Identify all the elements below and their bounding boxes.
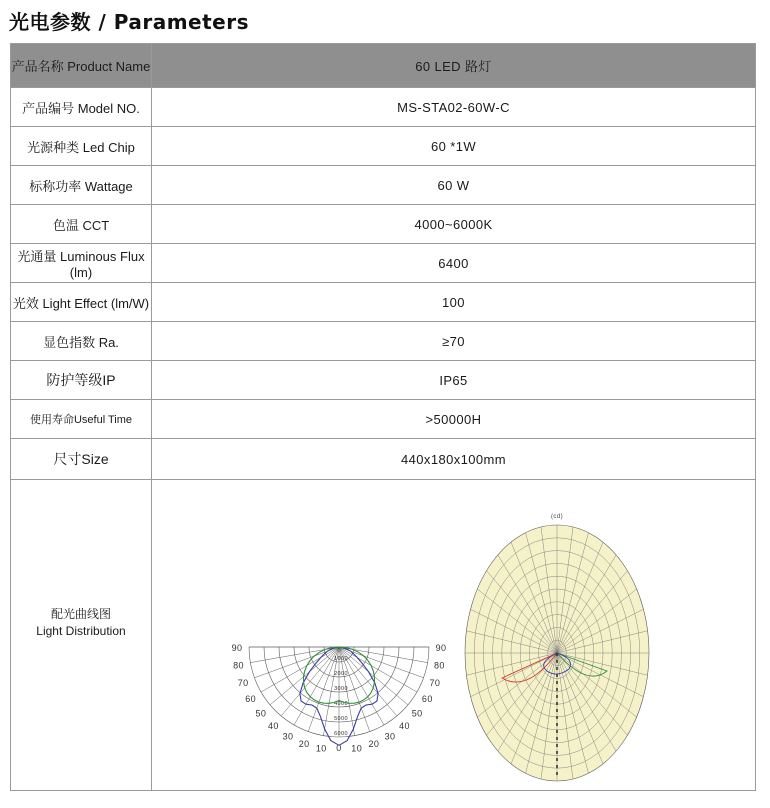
cri-label: 显色指数 Ra. (11, 322, 152, 361)
polar-half-angle-label: 80 (434, 660, 445, 671)
table-row (11, 400, 756, 439)
table-row (11, 361, 756, 400)
ip-rating-value: IP65 (152, 361, 756, 400)
polar-half-radial-label: 6000 (334, 731, 348, 737)
light-effect-label: 光效 Light Effect (lm/W) (11, 283, 152, 322)
polar-half-angle-label: 30 (282, 731, 294, 742)
polar-half-angle-label: 20 (368, 738, 380, 749)
wattage-value: 60 W (152, 166, 756, 205)
table-row (11, 205, 756, 244)
polar-half-radial-label: 1000 (334, 656, 348, 662)
polar-half-angle-label: 50 (255, 708, 267, 719)
polar-round-diagram (457, 508, 667, 783)
polar-half-angle-label: 20 (298, 738, 310, 749)
distribution-label-en: Light Distribution (36, 624, 126, 638)
cct-value: 4000~6000K (152, 205, 756, 244)
polar-half-angle-label: 40 (399, 721, 410, 732)
distribution-diagrams (152, 480, 757, 790)
polar-half-angle-label: 70 (237, 677, 249, 688)
polar-half-angle-label: 70 (429, 677, 441, 688)
table-row (11, 166, 756, 205)
table-row (11, 283, 756, 322)
polar-half-radial-label: 4000 (334, 701, 348, 707)
polar-half-radial-label: 3000 (334, 686, 348, 692)
luminous-flux-value: 6400 (152, 244, 756, 283)
table-row-distribution (11, 480, 756, 791)
polar-half-angle-label: 80 (233, 660, 244, 671)
polar-half-angle-label: 10 (315, 743, 327, 754)
size-value: 440x180x100mm (152, 439, 756, 480)
model-value: MS-STA02-60W-C (152, 88, 756, 127)
polar-half-angle-label: 90 (435, 643, 447, 653)
polar-half-angle-label: 10 (351, 743, 363, 754)
polar-half-zero-label: 0 (336, 743, 342, 753)
polar-half-angle-label: 60 (245, 694, 257, 704)
page-title: 光电参数 / Parameters (9, 10, 250, 34)
size-label: 尺寸Size (11, 439, 152, 480)
model-label: 产品编号 Model NO. (11, 88, 152, 127)
table-row (11, 88, 756, 127)
polar-half-angle-label: 50 (411, 708, 423, 719)
polar-round-unit: (cd) (551, 514, 563, 520)
led-chip-label: 光源种类 Led Chip (11, 127, 152, 166)
distribution-label (11, 606, 151, 640)
cri-value: ≥70 (152, 322, 756, 361)
polar-half-angle-label: 40 (268, 721, 279, 732)
polar-half-radial-label: 2000 (334, 671, 348, 677)
useful-time-label: 使用寿命Useful Time (11, 400, 152, 439)
polar-half-angle-label: 60 (421, 694, 433, 704)
light-effect-value: 100 (152, 283, 756, 322)
distribution-diagrams-cell (152, 480, 756, 791)
table-header-row (11, 44, 756, 88)
product-name-label: 产品名称 Product Name (11, 44, 152, 88)
table-row (11, 244, 756, 283)
cct-label: 色温 CCT (11, 205, 152, 244)
wattage-label: 标称功率 Wattage (11, 166, 152, 205)
parameters-table (10, 43, 756, 791)
luminous-flux-label: 光通量 Luminous Flux (lm) (11, 244, 152, 283)
useful-time-value: >50000H (152, 400, 756, 439)
polar-half-radial-label: 5000 (334, 716, 348, 722)
polar-half-angle-label: 30 (384, 731, 396, 742)
distribution-label-cn: 配光曲线图 (50, 607, 111, 621)
polar-half-diagram (231, 625, 464, 785)
table-row (11, 322, 756, 361)
product-name-value: 60 LED 路灯 (152, 44, 756, 88)
led-chip-value: 60 *1W (152, 127, 756, 166)
ip-rating-label: 防护等级IP (11, 361, 152, 400)
table-row (11, 127, 756, 166)
polar-half-angle-label: 90 (231, 643, 243, 653)
distribution-label-cell (11, 480, 152, 791)
table-row (11, 439, 756, 480)
